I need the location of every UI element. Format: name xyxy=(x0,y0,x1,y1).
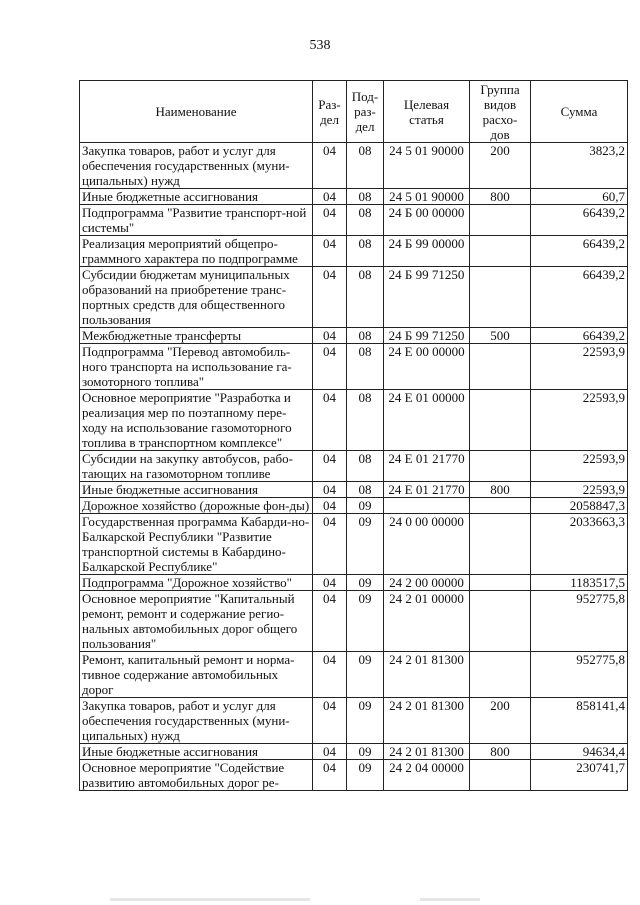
header-section: Раз- дел xyxy=(313,81,347,143)
cell-target-article: 24 2 01 00000 xyxy=(384,591,470,652)
page-number: 538 xyxy=(309,38,331,53)
table-row xyxy=(80,451,628,482)
cell-amount: 22593,9 xyxy=(531,344,628,390)
cell-name: Подпрограмма "Развитие транспорт-ной системы" xyxy=(80,205,313,236)
table-row xyxy=(80,744,628,760)
cell-subsection: 09 xyxy=(347,652,384,698)
table-row xyxy=(80,328,628,344)
cell-expense-group: 200 xyxy=(470,143,531,189)
cell-expense-group xyxy=(470,760,531,791)
cell-subsection: 08 xyxy=(347,328,384,344)
cell-expense-group: 800 xyxy=(470,482,531,498)
cell-amount: 952775,8 xyxy=(531,652,628,698)
cell-expense-group xyxy=(470,390,531,451)
cell-section: 04 xyxy=(313,698,347,744)
cell-name: Ремонт, капитальный ремонт и норма-тивное содержание автомобильных дорог xyxy=(80,652,313,698)
cell-amount: 1183517,5 xyxy=(531,575,628,591)
header-subsection: Под- раз- дел xyxy=(347,81,384,143)
cell-target-article xyxy=(384,498,470,514)
cell-section: 04 xyxy=(313,390,347,451)
table-row xyxy=(80,760,628,791)
cell-expense-group xyxy=(470,344,531,390)
table-row xyxy=(80,652,628,698)
cell-subsection: 08 xyxy=(347,267,384,328)
cell-name: Основное мероприятие "Капитальный ремонт, ремонт и содержание регио-нальных автомобильных дорог общего пользования" xyxy=(80,591,313,652)
cell-name: Реализация мероприятий общепро-граммного характера по подпрограмме xyxy=(80,236,313,267)
cell-amount: 22593,9 xyxy=(531,390,628,451)
cell-expense-group: 200 xyxy=(470,698,531,744)
cell-section: 04 xyxy=(313,575,347,591)
cell-target-article: 24 5 01 90000 xyxy=(384,189,470,205)
cell-section: 04 xyxy=(313,143,347,189)
header-amount: Сумма xyxy=(531,81,628,143)
cell-amount: 66439,2 xyxy=(531,267,628,328)
cell-subsection: 09 xyxy=(347,514,384,575)
cell-subsection: 08 xyxy=(347,143,384,189)
table-row xyxy=(80,143,628,189)
cell-subsection: 09 xyxy=(347,744,384,760)
cell-target-article: 24 5 01 90000 xyxy=(384,143,470,189)
table-row xyxy=(80,236,628,267)
cell-amount: 60,7 xyxy=(531,189,628,205)
cell-target-article: 24 2 04 00000 xyxy=(384,760,470,791)
cell-target-article: 24 Е 01 21770 xyxy=(384,451,470,482)
cell-name: Подпрограмма "Дорожное хозяйство" xyxy=(80,575,313,591)
cell-target-article: 24 Б 99 00000 xyxy=(384,236,470,267)
table-row xyxy=(80,267,628,328)
cell-amount: 22593,9 xyxy=(531,482,628,498)
cell-section: 04 xyxy=(313,344,347,390)
cell-name: Закупка товаров, работ и услуг для обеспечения государственных (муни-ципальных) нужд xyxy=(80,698,313,744)
cell-target-article: 24 2 01 81300 xyxy=(384,744,470,760)
cell-expense-group: 500 xyxy=(470,328,531,344)
bottom-edge-mark xyxy=(420,898,480,901)
cell-name: Иные бюджетные ассигнования xyxy=(80,189,313,205)
header-expense-group: Группа видов расхо- дов xyxy=(470,81,531,143)
header-name: Наименование xyxy=(80,81,313,143)
cell-name: Закупка товаров, работ и услуг для обеспечения государственных (муни-ципальных) нужд xyxy=(80,143,313,189)
table-row xyxy=(80,498,628,514)
cell-section: 04 xyxy=(313,591,347,652)
cell-amount: 66439,2 xyxy=(531,205,628,236)
table-row xyxy=(80,514,628,575)
cell-name: Подпрограмма "Перевод автомобиль-ного транспорта на использование га-зомоторного топлива" xyxy=(80,344,313,390)
cell-subsection: 09 xyxy=(347,575,384,591)
cell-expense-group: 800 xyxy=(470,744,531,760)
cell-name: Межбюджетные трансферты xyxy=(80,328,313,344)
cell-amount: 66439,2 xyxy=(531,328,628,344)
cell-target-article: 24 2 01 81300 xyxy=(384,652,470,698)
cell-target-article: 24 Е 01 21770 xyxy=(384,482,470,498)
cell-expense-group xyxy=(470,451,531,482)
cell-subsection: 09 xyxy=(347,698,384,744)
cell-target-article: 24 Б 99 71250 xyxy=(384,328,470,344)
cell-target-article: 24 Е 00 00000 xyxy=(384,344,470,390)
cell-name: Основное мероприятие "Содействие развитию автомобильных дорог ре- xyxy=(80,760,313,791)
cell-subsection: 08 xyxy=(347,482,384,498)
cell-subsection: 08 xyxy=(347,189,384,205)
cell-target-article: 24 2 00 00000 xyxy=(384,575,470,591)
cell-section: 04 xyxy=(313,205,347,236)
cell-expense-group xyxy=(470,652,531,698)
cell-target-article: 24 Б 00 00000 xyxy=(384,205,470,236)
cell-section: 04 xyxy=(313,652,347,698)
cell-section: 04 xyxy=(313,267,347,328)
cell-amount: 66439,2 xyxy=(531,236,628,267)
cell-expense-group xyxy=(470,575,531,591)
cell-subsection: 08 xyxy=(347,205,384,236)
cell-section: 04 xyxy=(313,236,347,267)
cell-amount: 3823,2 xyxy=(531,143,628,189)
cell-target-article: 24 Б 99 71250 xyxy=(384,267,470,328)
cell-expense-group xyxy=(470,514,531,575)
cell-subsection: 09 xyxy=(347,591,384,652)
cell-expense-group: 800 xyxy=(470,189,531,205)
cell-name: Основное мероприятие "Разработка и реализация мер по поэтапному пере-ходу на использование газомоторного топлива в транспортном комплексе" xyxy=(80,390,313,451)
cell-section: 04 xyxy=(313,514,347,575)
cell-section: 04 xyxy=(313,451,347,482)
header-target-article: Целевая статья xyxy=(384,81,470,143)
cell-name: Дорожное хозяйство (дорожные фон-ды) xyxy=(80,498,313,514)
cell-amount: 230741,7 xyxy=(531,760,628,791)
cell-amount: 2033663,3 xyxy=(531,514,628,575)
table-row xyxy=(80,698,628,744)
table-row xyxy=(80,205,628,236)
cell-expense-group xyxy=(470,591,531,652)
cell-section: 04 xyxy=(313,760,347,791)
cell-name: Субсидии на закупку автобусов, рабо-тающих на газомоторном топливе xyxy=(80,451,313,482)
cell-amount: 952775,8 xyxy=(531,591,628,652)
cell-target-article: 24 Е 01 00000 xyxy=(384,390,470,451)
cell-name: Иные бюджетные ассигнования xyxy=(80,744,313,760)
cell-section: 04 xyxy=(313,498,347,514)
cell-subsection: 09 xyxy=(347,760,384,791)
table-row xyxy=(80,482,628,498)
cell-name: Иные бюджетные ассигнования xyxy=(80,482,313,498)
cell-section: 04 xyxy=(313,482,347,498)
budget-table xyxy=(79,80,628,791)
cell-name: Государственная программа Кабарди-но-Балкарской Республики "Развитие транспортной системы в Кабардино-Балкарской Республике" xyxy=(80,514,313,575)
cell-expense-group xyxy=(470,498,531,514)
table-row xyxy=(80,591,628,652)
table-row xyxy=(80,575,628,591)
bottom-edge-mark xyxy=(110,898,310,901)
cell-amount: 94634,4 xyxy=(531,744,628,760)
cell-expense-group xyxy=(470,267,531,328)
table-row xyxy=(80,344,628,390)
cell-subsection: 09 xyxy=(347,498,384,514)
cell-section: 04 xyxy=(313,744,347,760)
cell-target-article: 24 0 00 00000 xyxy=(384,514,470,575)
cell-target-article: 24 2 01 81300 xyxy=(384,698,470,744)
cell-subsection: 08 xyxy=(347,451,384,482)
cell-amount: 2058847,3 xyxy=(531,498,628,514)
cell-name: Субсидии бюджетам муниципальных образований на приобретение транс-портных средств для общественного пользования xyxy=(80,267,313,328)
cell-section: 04 xyxy=(313,328,347,344)
cell-section: 04 xyxy=(313,189,347,205)
table-row xyxy=(80,390,628,451)
cell-subsection: 08 xyxy=(347,390,384,451)
table-row xyxy=(80,189,628,205)
cell-expense-group xyxy=(470,205,531,236)
cell-expense-group xyxy=(470,236,531,267)
cell-subsection: 08 xyxy=(347,236,384,267)
table-header-row xyxy=(80,81,628,143)
cell-amount: 858141,4 xyxy=(531,698,628,744)
cell-amount: 22593,9 xyxy=(531,451,628,482)
cell-subsection: 08 xyxy=(347,344,384,390)
